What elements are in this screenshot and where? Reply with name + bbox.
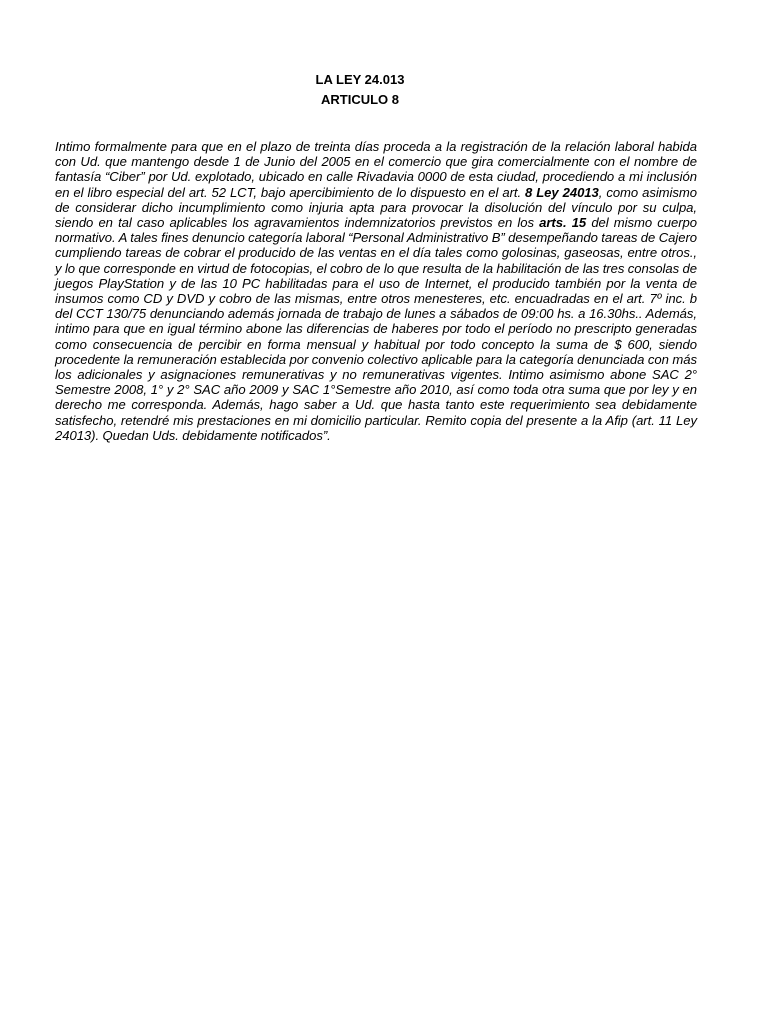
paragraph-segment-3: del mismo cuerpo normativo. A tales fines denuncio categoría laboral “Personal Administrativo B” desempeñando tareas de Cajero cumpliendo tareas de cobrar el producido de las ventas en el día tales como golosinas, gaseosas, entre otros., y lo que corresponde en virtud de fotocopias, el cobro de lo que resulta de la habilitación de las tres consolas de juegos PlayStation y de las 10 PC habilitadas para el uso de Internet, el producido también por la venta de insumos como CD y DVD y cobro de las mismas, entre otros menesteres, etc. encuadradas en el art. 7º inc. b del CCT 130/75 denunciando además jornada de trabajo de lunes a sábados de 09:00 hs. a 16.30hs.. Además, intimo para que en igual término abone las diferencias de haberes por todo el período no prescripto generadas como consecuencia de percibir en forma mensual y habitual por todo concepto la suma de $ 600, siendo procedente la remuneración establecida por convenio colectivo aplicable para la categoría denunciada con más los adicionales y asignaciones remunerativas y no remunerativas vigentes. Intimo asimismo abone SAC 2° Semestre 2008, 1° y 2° SAC año 2009 y SAC 1°Semestre año 2010, así como toda otra suma que por ley y en derecho me corresponda. Además, hago saber a Ud. que hasta tanto este requerimiento sea debidamente satisfecho, retendré mis prestaciones en mi domicilio particular. Remito copia del presente a la Afip (art. 11 Ley 24013). Quedan Uds. debidamente notificados”. [55,215,697,443]
heading-law-title: LA LEY 24.013 [315,72,405,87]
document-heading [250,70,470,110]
paragraph-bold-law-reference: 8 Ley 24013 [525,184,599,200]
heading-article-title: ARTICULO 8 [321,92,399,107]
paragraph-segment-2: , como asimismo de considerar dicho incumplimiento como injuria apta para provocar la disolución del vínculo por su culpa, siendo en tal caso aplicables los agravamientos indemnizatorios previstos en los [55,184,697,231]
body-paragraph [55,139,697,443]
paragraph-bold-article-reference: arts. 15 [539,215,587,231]
paragraph-segment-1: Intimo formalmente para que en el plazo de treinta días proceda a la registración de la relación laboral habida con Ud. que mantengo desde 1 de Junio del 2005 en el comercio que gira comercialmente con el nombre de fantasía “Ciber” por Ud. explotado, ubicado en calle Rivadavia 0000 de esta ciudad, procediendo a mi inclusión en el libro especial del art. 52 LCT, bajo apercibimiento de lo dispuesto en el art. [55,139,697,200]
